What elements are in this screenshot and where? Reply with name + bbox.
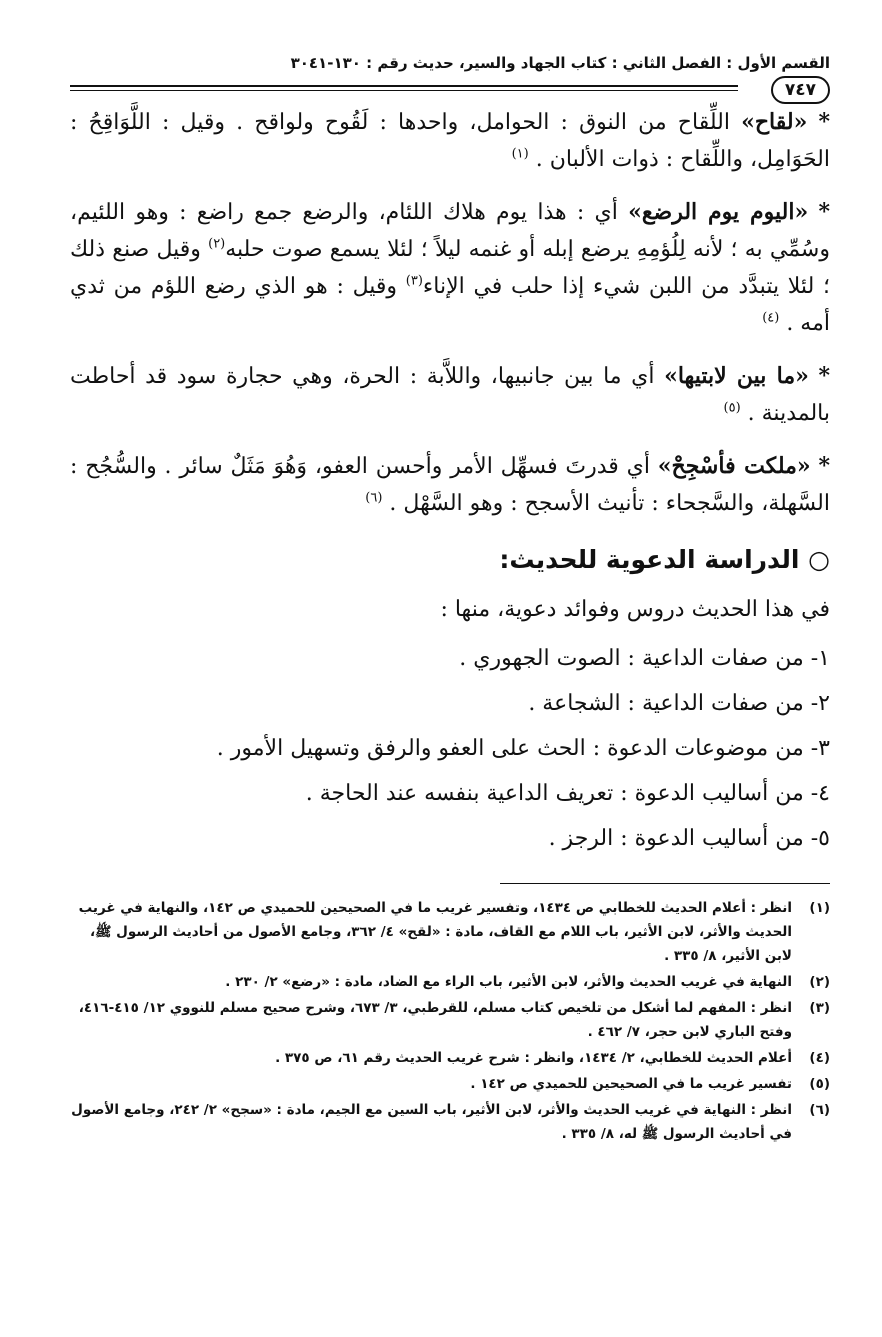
star-marker: *	[818, 453, 830, 479]
footnote-marker: (١)	[511, 146, 529, 162]
section-intro: في هذا الحديث دروس وفوائد دعوية، منها :	[440, 597, 830, 622]
footnote-text: انظر : أعلام الحديث للخطابي ص ١٤٣٤، وتفسير غريب ما في الصحيحين للحميدي ص ١٤٢، والنهاية في غريب الحديث والأثر، لابن الأثير، باب اللام مع القاف، مادة : «لقح» ٤/ ٣٦٢، وجامع الأصول من أحاديث الرسول ﷺ، لابن الأثير، ٨/ ٣٣٥ .	[78, 900, 792, 964]
footnote-text: انظر : المفهم لما أشكل من تلخيص كتاب مسلم، للقرطبي، ٣/ ٦٧٣، وشرح صحيح مسلم للنووي ١٢/ ٤١٥-٤١٦، وفتح الباري لابن حجر، ٧/ ٤٦٢ .	[78, 1000, 792, 1040]
circle-bullet-icon: ○	[808, 545, 830, 574]
footnote-item	[70, 996, 830, 1044]
footnote-divider	[500, 883, 830, 884]
footnote-item	[70, 1046, 830, 1070]
glossary-entry-asjih	[70, 448, 830, 522]
footnote-item	[70, 970, 830, 994]
page-number: ٧٤٧	[771, 76, 830, 104]
footnote-item	[70, 1098, 830, 1146]
glossary-term: «ملكت فأسْجِحْ»	[657, 453, 811, 479]
glossary-term: «اليوم يوم الرضع»	[628, 199, 809, 225]
footnote-number: (١)	[809, 900, 830, 916]
footnote-text: النهاية في غريب الحديث والأثر، لابن الأثير، باب الراء مع الضاد، مادة : «رضع» ٢/ ٢٣٠ .	[225, 974, 792, 990]
glossary-definition: أي قدرتَ فسهِّل الأمر وأحسن العفو، وَهُوَ مَثَلٌ سائر . والسُّجُح : السَّهلة، والسَّجحاء : تأنيث الأسجح : وهو السَّهْل .	[70, 454, 830, 516]
list-item: ٣- من موضوعات الدعوة : الحث على العفو والرفق وتسهيل الأمور .	[216, 736, 830, 761]
footnote-number: (٦)	[809, 1102, 830, 1118]
glossary-term: «ما بين لابتيها»	[664, 363, 809, 389]
star-marker: *	[818, 109, 831, 135]
footnote-text: تفسير غريب ما في الصحيحين للحميدي ص ١٤٢ .	[470, 1076, 792, 1092]
list-item: ٢- من صفات الداعية : الشجاعة .	[528, 691, 830, 716]
section-heading	[70, 540, 830, 580]
footnote-marker: (٥)	[723, 400, 741, 416]
running-header: القسم الأول : الفصل الثاني : كتاب الجهاد والسير، حديث رقم : ١٣٠-٣٠٤١	[290, 54, 830, 72]
footnote-marker: (٦)	[365, 490, 383, 506]
lessons-list	[70, 636, 830, 861]
star-marker: *	[818, 199, 830, 225]
glossary-term: «لقاح»	[741, 109, 808, 135]
footnote-number: (٤)	[809, 1050, 830, 1066]
footnote-number: (٢)	[809, 974, 830, 990]
footnote-text: أعلام الحديث للخطابي، ٢/ ١٤٣٤، وانظر : شرح غريب الحديث رقم ٦١، ص ٣٧٥ .	[275, 1050, 792, 1066]
header-rule	[70, 85, 738, 91]
footnote-number: (٥)	[809, 1076, 830, 1092]
glossary-definition: وقيل صنع ذلك ؛ لئلا يتبدَّد من اللبن شيء إذا حلب في الإناء	[70, 237, 830, 299]
glossary-entry-rudda	[70, 194, 830, 342]
glossary-definition: أي : هذا يوم هلاك اللئام، والرضع جمع راضع : وهو اللئيم، وسُمِّي به ؛ لأنه لِلُؤمِهِ يرضع إبله أو غنمه ليلاً ؛ لئلا يسمع صوت حلبه	[70, 200, 830, 262]
section-heading-text: الدراسة الدعوية للحديث:	[499, 545, 800, 574]
glossary-definition: اللِّقاح من النوق : الحوامل، واحدها : لَقُوح ولواقح . وقيل : اللَّوَاقِحُ : الحَوَامِل، واللِّقاح : ذوات الألبان .	[70, 110, 830, 172]
footnote-number: (٣)	[809, 1000, 830, 1016]
footnote-text: انظر : النهاية في غريب الحديث والأثر، لابن الأثير، باب السين مع الجيم، مادة : «سجح» ٢/ ٢٤٢، وجامع الأصول في أحاديث الرسول ﷺ له، ٨/ ٣٣٥ .	[71, 1102, 792, 1142]
header-rule-row	[70, 76, 830, 104]
glossary-entry-labatayha	[70, 358, 830, 432]
footnote-marker: (٤)	[762, 310, 780, 326]
footnote-item	[70, 896, 830, 968]
glossary-definition: وقيل : هو الذي رضع اللؤم من ثدي أمه .	[70, 274, 830, 336]
footnote-marker: (٢)	[208, 236, 226, 252]
glossary-entry-liqah	[70, 104, 830, 178]
book-page	[70, 52, 830, 1148]
footnote-item	[70, 1072, 830, 1096]
list-item: ٥- من أساليب الدعوة : الرجز .	[548, 826, 830, 851]
list-item: ١- من صفات الداعية : الصوت الجهوري .	[459, 646, 830, 671]
glossary-definition: أي ما بين جانبيها، واللاَّبة : الحرة، وهي حجارة سود قد أحاطت بالمدينة .	[70, 364, 830, 426]
footnote-marker: (٣)	[405, 273, 423, 289]
star-marker: *	[818, 363, 830, 389]
footnotes-list	[70, 896, 830, 1146]
list-item: ٤- من أساليب الدعوة : تعريف الداعية بنفسه عند الحاجة .	[305, 781, 830, 806]
